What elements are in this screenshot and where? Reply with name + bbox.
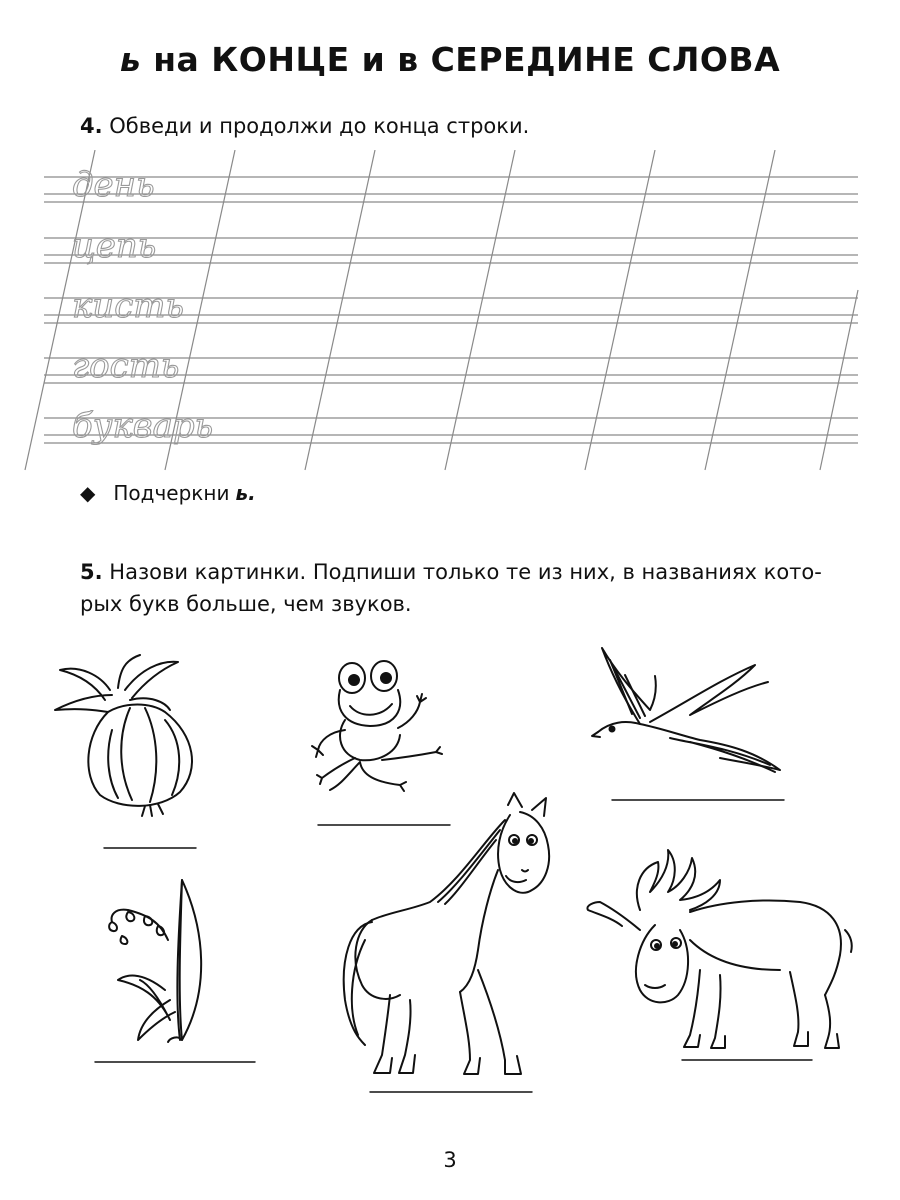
- task4-number: 4.: [80, 114, 103, 138]
- frog-picture: [312, 661, 442, 791]
- page-number: 3: [443, 1148, 457, 1172]
- task4-instruction: Обведи и продолжи до конца строки.: [109, 114, 530, 138]
- page-title: [0, 40, 900, 79]
- title-text: на КОНЦЕ и в СЕРЕДИНЕ СЛОВА: [141, 40, 781, 79]
- garlic-picture: [55, 655, 192, 816]
- tracing-words: [72, 165, 213, 446]
- hint-letter: ь.: [235, 481, 256, 505]
- trace-word-den[interactable]: день: [72, 165, 155, 205]
- trace-word-bukvar[interactable]: букварь: [72, 406, 214, 446]
- title-soft-sign: ь: [119, 40, 142, 79]
- task5-instruction-line1: Назови картинки. Подпиши только те из них, в названиях кото-: [109, 560, 822, 584]
- hint-text: Подчеркни: [113, 481, 230, 505]
- moose-picture: [587, 850, 851, 1048]
- swallow-picture: [592, 648, 780, 772]
- task5-number: 5.: [80, 560, 103, 584]
- task5-heading: [80, 556, 840, 620]
- copybook-grid[interactable]: [0, 150, 900, 480]
- task4-heading: [80, 110, 529, 142]
- trace-word-gost[interactable]: гость: [72, 346, 180, 386]
- diamond-icon: ◆: [80, 481, 96, 505]
- trace-word-kist[interactable]: кисть: [72, 286, 184, 326]
- pictures-area: [0, 640, 900, 1140]
- horse-picture: [344, 793, 549, 1074]
- lily-of-the-valley-picture: [109, 880, 201, 1042]
- task5-instruction-line2: рых букв больше, чем звуков.: [80, 592, 412, 616]
- underline-hint: [80, 478, 256, 508]
- trace-word-tsep[interactable]: цепь: [72, 226, 157, 266]
